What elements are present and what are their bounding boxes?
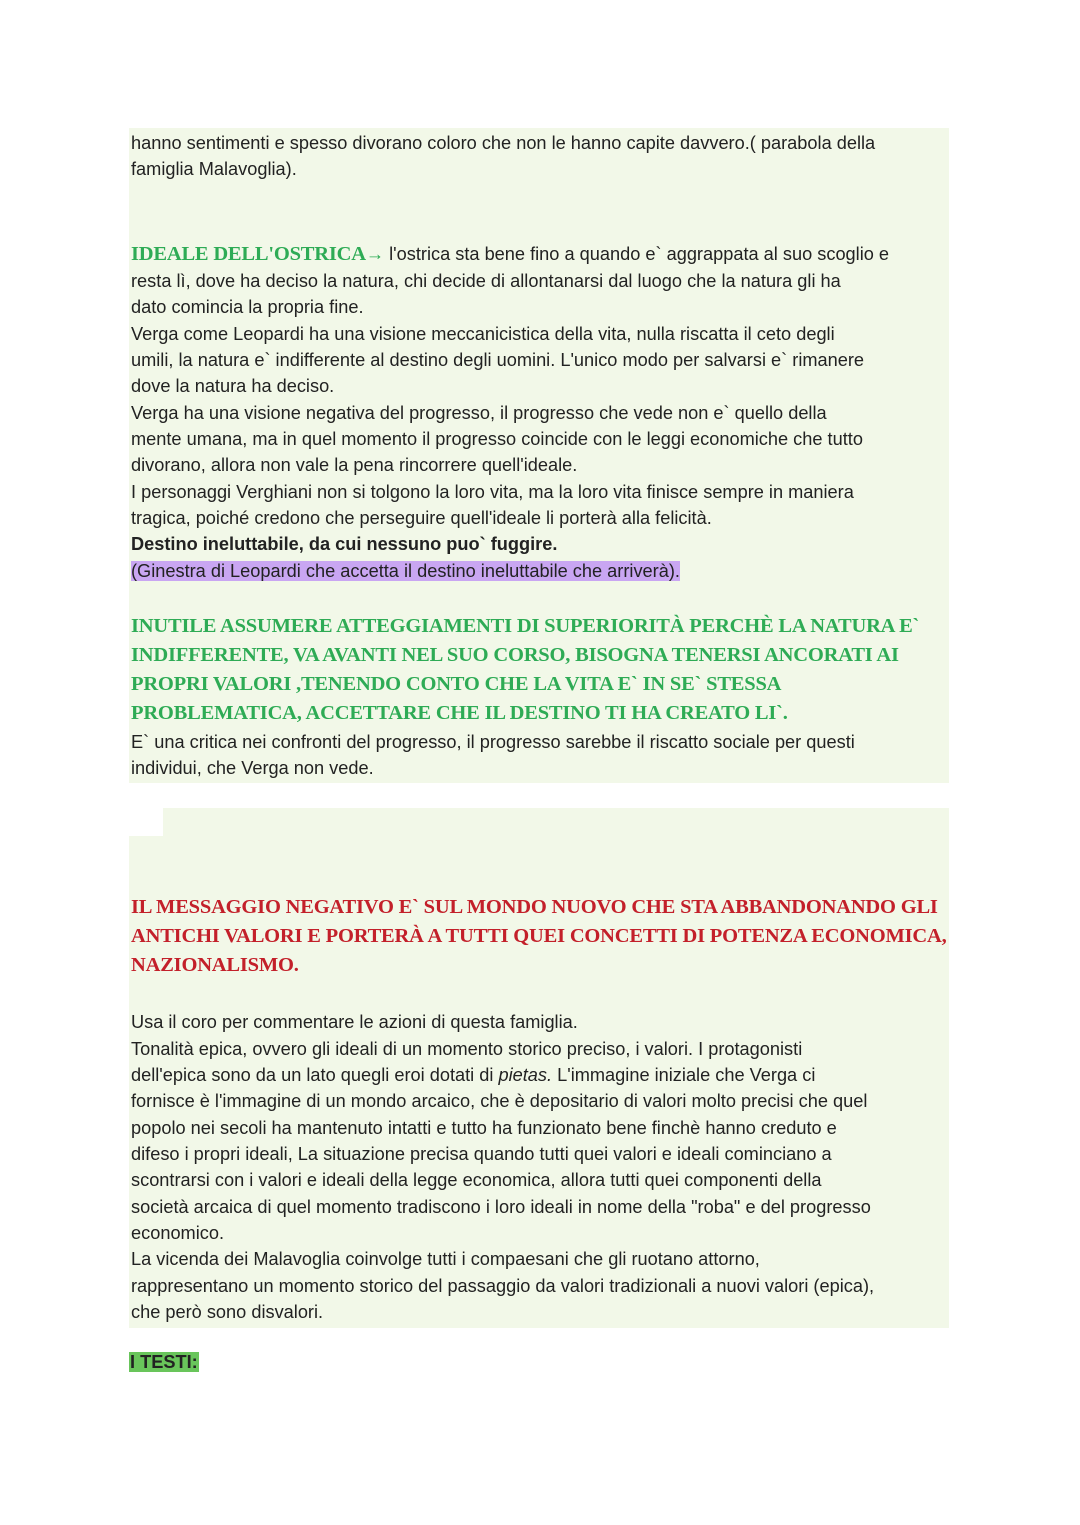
red-heading-line: ANTICHI VALORI E PORTERÀ A TUTTI QUEI CONCETTI DI POTENZA ECONOMICA, bbox=[131, 925, 947, 947]
coro-line: Usa il coro per commentare le azioni di questa famiglia. bbox=[131, 1012, 578, 1032]
ostrica-line: mente umana, ma in quel momento il progresso coincide con le leggi economiche che tutto bbox=[131, 428, 863, 449]
ginestra-highlight: (Ginestra di Leopardi che accetta il destino ineluttabile che arriverà). bbox=[131, 560, 680, 581]
pietas-word: pietas. bbox=[498, 1065, 553, 1085]
coro-post: L'immagine iniziale che Verga ci bbox=[552, 1065, 816, 1085]
green-heading-line: INUTILE ASSUMERE ATTEGGIAMENTI DI SUPERIORITÀ PERCHÈ LA NATURA E` bbox=[131, 615, 920, 637]
destino-bold-line: Destino ineluttabile, da cui nessuno puo` fuggire. bbox=[131, 534, 558, 554]
ostrica-line: I personaggi Verghiani non si tolgono la loro vita, ma la loro vita finisce sempre in maniera bbox=[131, 481, 854, 502]
coro-line-pietas bbox=[129, 1062, 949, 1088]
ostrica-line: divorano, allora non vale la pena rincorrere quell'ideale. bbox=[131, 455, 578, 475]
ostrica-heading: IDEALE DELL'OSTRICA bbox=[131, 243, 366, 265]
coro-line: società arcaica di quel momento tradiscono i loro ideali in nome della "roba" e del progresso bbox=[131, 1196, 871, 1217]
ostrica-line: dove la natura ha deciso. bbox=[131, 376, 335, 396]
ostrica-line: resta lì, dove ha deciso la natura, chi decide di allontanarsi dal luogo che la natura gli ha bbox=[131, 271, 841, 291]
coro-pre: dell'epica sono da un lato quegli eroi dotati di bbox=[131, 1065, 499, 1085]
green-heading-line: PROBLEMATICA, ACCETTARE CHE IL DESTINO TI HA CREATO LI`. bbox=[131, 702, 788, 724]
coro-line: che però sono disvalori. bbox=[131, 1302, 324, 1322]
intro-line-2: famiglia Malavoglia). bbox=[131, 159, 297, 179]
ginestra-line bbox=[129, 558, 949, 584]
arrow-icon: → bbox=[365, 244, 385, 264]
section-ostrica bbox=[129, 128, 949, 783]
intro-line-1: hanno sentimenti e spesso divorano coloro che non le hanno capite davvero.( parabola della bbox=[131, 133, 876, 153]
ostrica-lead: l'ostrica sta bene fino a quando e` aggrappata al suo scoglio e bbox=[384, 244, 890, 264]
critica-line: individui, che Verga non vede. bbox=[131, 758, 374, 778]
testi-label-wrap bbox=[129, 1350, 199, 1374]
coro-line: popolo nei secoli ha mantenuto intatti e tutto ha funzionato bene finchè hanno creduto e bbox=[131, 1117, 837, 1138]
ostrica-line: tragica, poiché credono che perseguire quell'ideale li porterà alla felicità. bbox=[131, 507, 712, 528]
coro-line: economico. bbox=[131, 1223, 225, 1243]
coro-line: rappresentano un momento storico del passaggio da valori tradizionali a nuovi valori (epica), bbox=[131, 1275, 875, 1296]
coro-line: fornisce è l'immagine di un mondo arcaico, che è depositario di valori molto precisi che quel bbox=[131, 1091, 868, 1111]
ostrica-line: umili, la natura e` indifferente al destino degli uomini. L'unico modo per salvarsi e` rimanere bbox=[131, 349, 865, 370]
testi-label: I TESTI: bbox=[130, 1352, 198, 1372]
ostrica-line: dato comincia la propria fine. bbox=[131, 297, 364, 317]
blank-corner bbox=[129, 808, 163, 836]
critica-line: E` una critica nei confronti del progresso, il progresso sarebbe il riscatto sociale per questi bbox=[131, 731, 855, 752]
ostrica-line: Verga come Leopardi ha una visione meccanicistica della vita, nulla riscatta il ceto degli bbox=[131, 323, 835, 344]
red-heading-line: NAZIONALISMO. bbox=[131, 954, 299, 976]
section-messaggio bbox=[129, 808, 949, 1328]
red-heading-line: IL MESSAGGIO NEGATIVO E` SUL MONDO NUOVO CHE STA ABBANDONANDO GLI bbox=[131, 896, 938, 918]
coro-line: La vicenda dei Malavoglia coinvolge tutti i compaesani che gli ruotano attorno, bbox=[131, 1249, 760, 1269]
green-heading-line: PROPRI VALORI ,TENENDO CONTO CHE LA VITA E` IN SE` STESSA bbox=[131, 673, 782, 695]
ostrica-heading-line bbox=[129, 240, 949, 269]
coro-line: difeso i propri ideali, La situazione precisa quando tutti quei valori e ideali cominciano a bbox=[131, 1144, 832, 1164]
ostrica-line: Verga ha una visione negativa del progresso, il progresso che vede non e` quello della bbox=[131, 402, 827, 423]
green-heading-line: INDIFFERENTE, VA AVANTI NEL SUO CORSO, BISOGNA TENERSI ANCORATI AI bbox=[131, 644, 899, 666]
coro-line: Tonalità epica, ovvero gli ideali di un momento storico preciso, i valori. I protagonisti bbox=[131, 1038, 803, 1059]
coro-line: scontrarsi con i valori e ideali della legge economica, allora tutti quei componenti della bbox=[131, 1170, 822, 1190]
